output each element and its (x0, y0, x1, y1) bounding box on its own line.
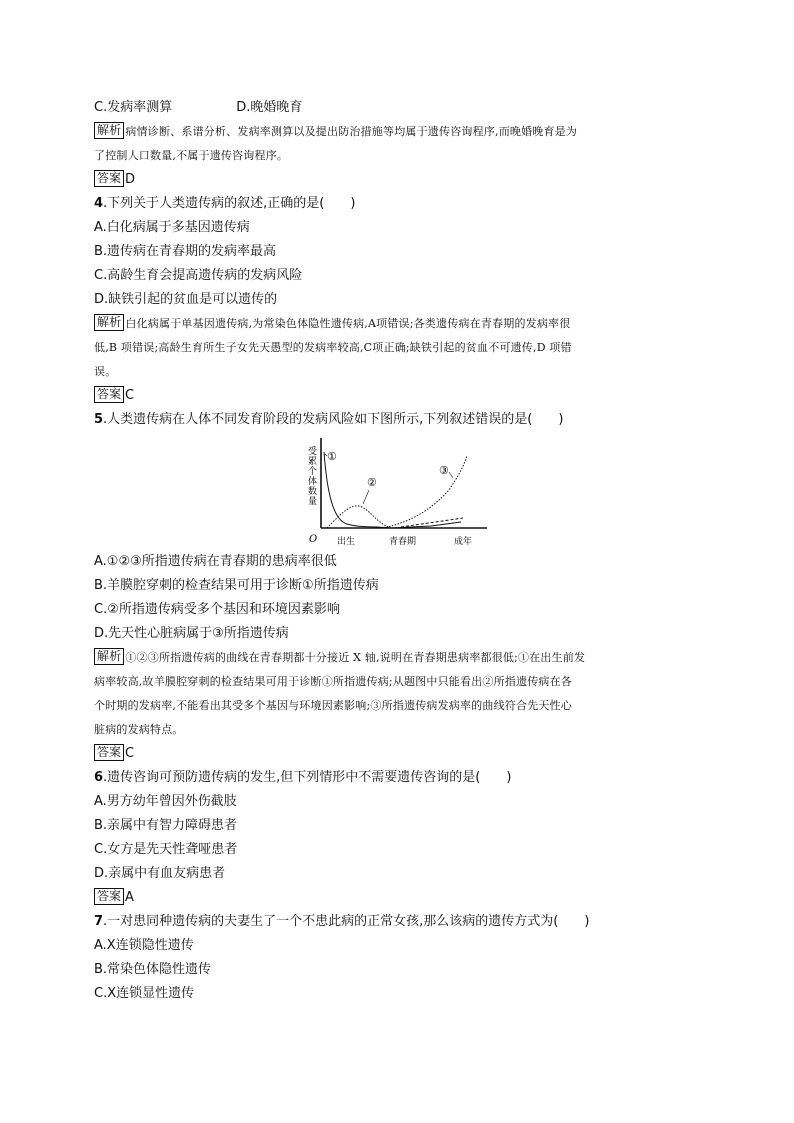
q3-option-d: D.晚婚晚育 (236, 100, 303, 115)
q3-analysis (94, 120, 704, 144)
q4-answer-value: C (125, 388, 135, 403)
q6-stem-text: .遗传咨询可预防遗传病的发生,但下列情形中不需要遗传咨询的是( ) (103, 770, 512, 785)
q4-option-b: B.遗传病在青春期的发病率最高 (94, 244, 277, 259)
q7-option-c: C.X连锁显性遗传 (94, 986, 195, 1001)
q5-option-d: D.先天性心脏病属于③所指遗传病 (94, 626, 289, 641)
q6-answer-value: A (125, 890, 134, 905)
q6-option-b: B.亲属中有智力障碍患者 (94, 818, 238, 833)
origin-label: O (309, 534, 318, 545)
q5-analysis-line-4: 脏病的发病特点。 (94, 723, 184, 736)
q4-analysis-line-2: 低,B 项错误;高龄生育所生子女先天愚型的发病率较高,C项正确;缺铁引起的贫血不可遗传,D 项错 (94, 341, 572, 354)
q5-answer-value: C (125, 746, 135, 761)
q4-number: 4 (94, 196, 104, 211)
q5-analysis (94, 646, 704, 670)
q3-analysis-line-1: 病情诊断、系谱分析、发病率测算以及提出防治措施等均属于遗传咨询程序,而晚婚晚育是为 (125, 125, 578, 138)
tick-birth: 出生 (337, 537, 356, 547)
tick-puberty: 青春期 (389, 537, 417, 547)
q5-stem-text: .人类遗传病在人体不同发育阶段的发病风险如下图所示,下列叙述错误的是( ) (103, 412, 564, 427)
answer-tag: 答案 (94, 170, 124, 187)
curve-1-label: ① (327, 450, 337, 463)
q5-number: 5 (94, 412, 104, 427)
q4-option-a: A.白化病属于多基因遗传病 (94, 220, 250, 235)
q3-analysis-line-2: 了控制人口数量,不属于遗传咨询程序。 (94, 149, 289, 162)
curve-3 (383, 456, 467, 528)
tick-adult: 成年 (454, 537, 473, 547)
q5-stem (94, 408, 704, 432)
q5-analysis-line-2: 病率较高,故羊膜腔穿刺的检查结果可用于诊断①所指遗传病;从题图中只能看出②所指遗传病在各 (94, 675, 572, 688)
q5-option-b: B.羊膜腔穿刺的检查结果可用于诊断①所指遗传病 (94, 578, 379, 593)
worksheet-page (94, 96, 704, 1006)
answer-tag: 答案 (94, 744, 124, 761)
q6-option-a: A.男方幼年曾因外伤截肢 (94, 794, 237, 809)
q5-answer (94, 742, 704, 766)
q6-option-d: D.亲属中有血友病患者 (94, 866, 226, 881)
analysis-tag: 解析 (94, 314, 124, 331)
q5-option-a: A.①②③所指遗传病在青春期的患病率很低 (94, 554, 337, 569)
curve-3-label: ③ (439, 464, 449, 477)
q3-options-row (94, 96, 704, 120)
q4-stem-text: .下列关于人类遗传病的叙述,正确的是( ) (103, 196, 356, 211)
q4-answer (94, 384, 704, 408)
q6-answer (94, 886, 704, 910)
q3-answer (94, 168, 704, 192)
curve-2 (327, 506, 391, 528)
answer-tag: 答案 (94, 386, 124, 403)
q5-option-c: C.②所指遗传病受多个基因和环境因素影响 (94, 602, 340, 617)
q4-analysis (94, 312, 704, 336)
q4-analysis-line-3: 误。 (94, 365, 117, 378)
q7-stem-text: .一对患同种遗传病的夫妻生了一个不患此病的正常女孩,那么该病的遗传方式为( ) (103, 914, 590, 929)
q6-stem (94, 766, 704, 790)
q6-number: 6 (94, 770, 104, 785)
q7-option-b: B.常染色体隐性遗传 (94, 962, 212, 977)
q4-stem (94, 192, 704, 216)
q4-analysis-line-1: 白化病属于单基因遗传病,为常染色体隐性遗传病,A项错误;各类遗传病在青春期的发病率很 (125, 317, 571, 330)
q6-option-c: C.女方是先天性聋哑患者 (94, 842, 238, 857)
analysis-tag: 解析 (94, 122, 124, 139)
curve-2-label: ② (367, 476, 377, 489)
q7-option-a: A.X连锁隐性遗传 (94, 938, 194, 953)
q7-number: 7 (94, 914, 104, 929)
answer-tag: 答案 (94, 888, 124, 905)
q3-answer-value: D (125, 172, 136, 187)
q5-analysis-line-1: ①②③所指遗传病的曲线在青春期都十分接近 X 轴,说明在青春期患病率都很低;①在出生前发 (125, 651, 586, 664)
analysis-tag: 解析 (94, 648, 124, 665)
y-axis-label: 受累个体数量 (306, 446, 316, 506)
q4-option-c: C.高龄生育会提高遗传病的发病风险 (94, 268, 303, 283)
q5-analysis-line-3: 个时期的发病率,不能看出其受多个基因与环境因素影响;③所指遗传病发病率的曲线符合先天性心 (94, 699, 572, 712)
q4-option-d: D.缺铁引起的贫血是可以遗传的 (94, 292, 278, 307)
risk-curve-diagram (291, 432, 491, 550)
q3-option-c: C.发病率测算 (94, 100, 173, 115)
q7-stem (94, 910, 704, 934)
q5-figure (94, 432, 704, 550)
